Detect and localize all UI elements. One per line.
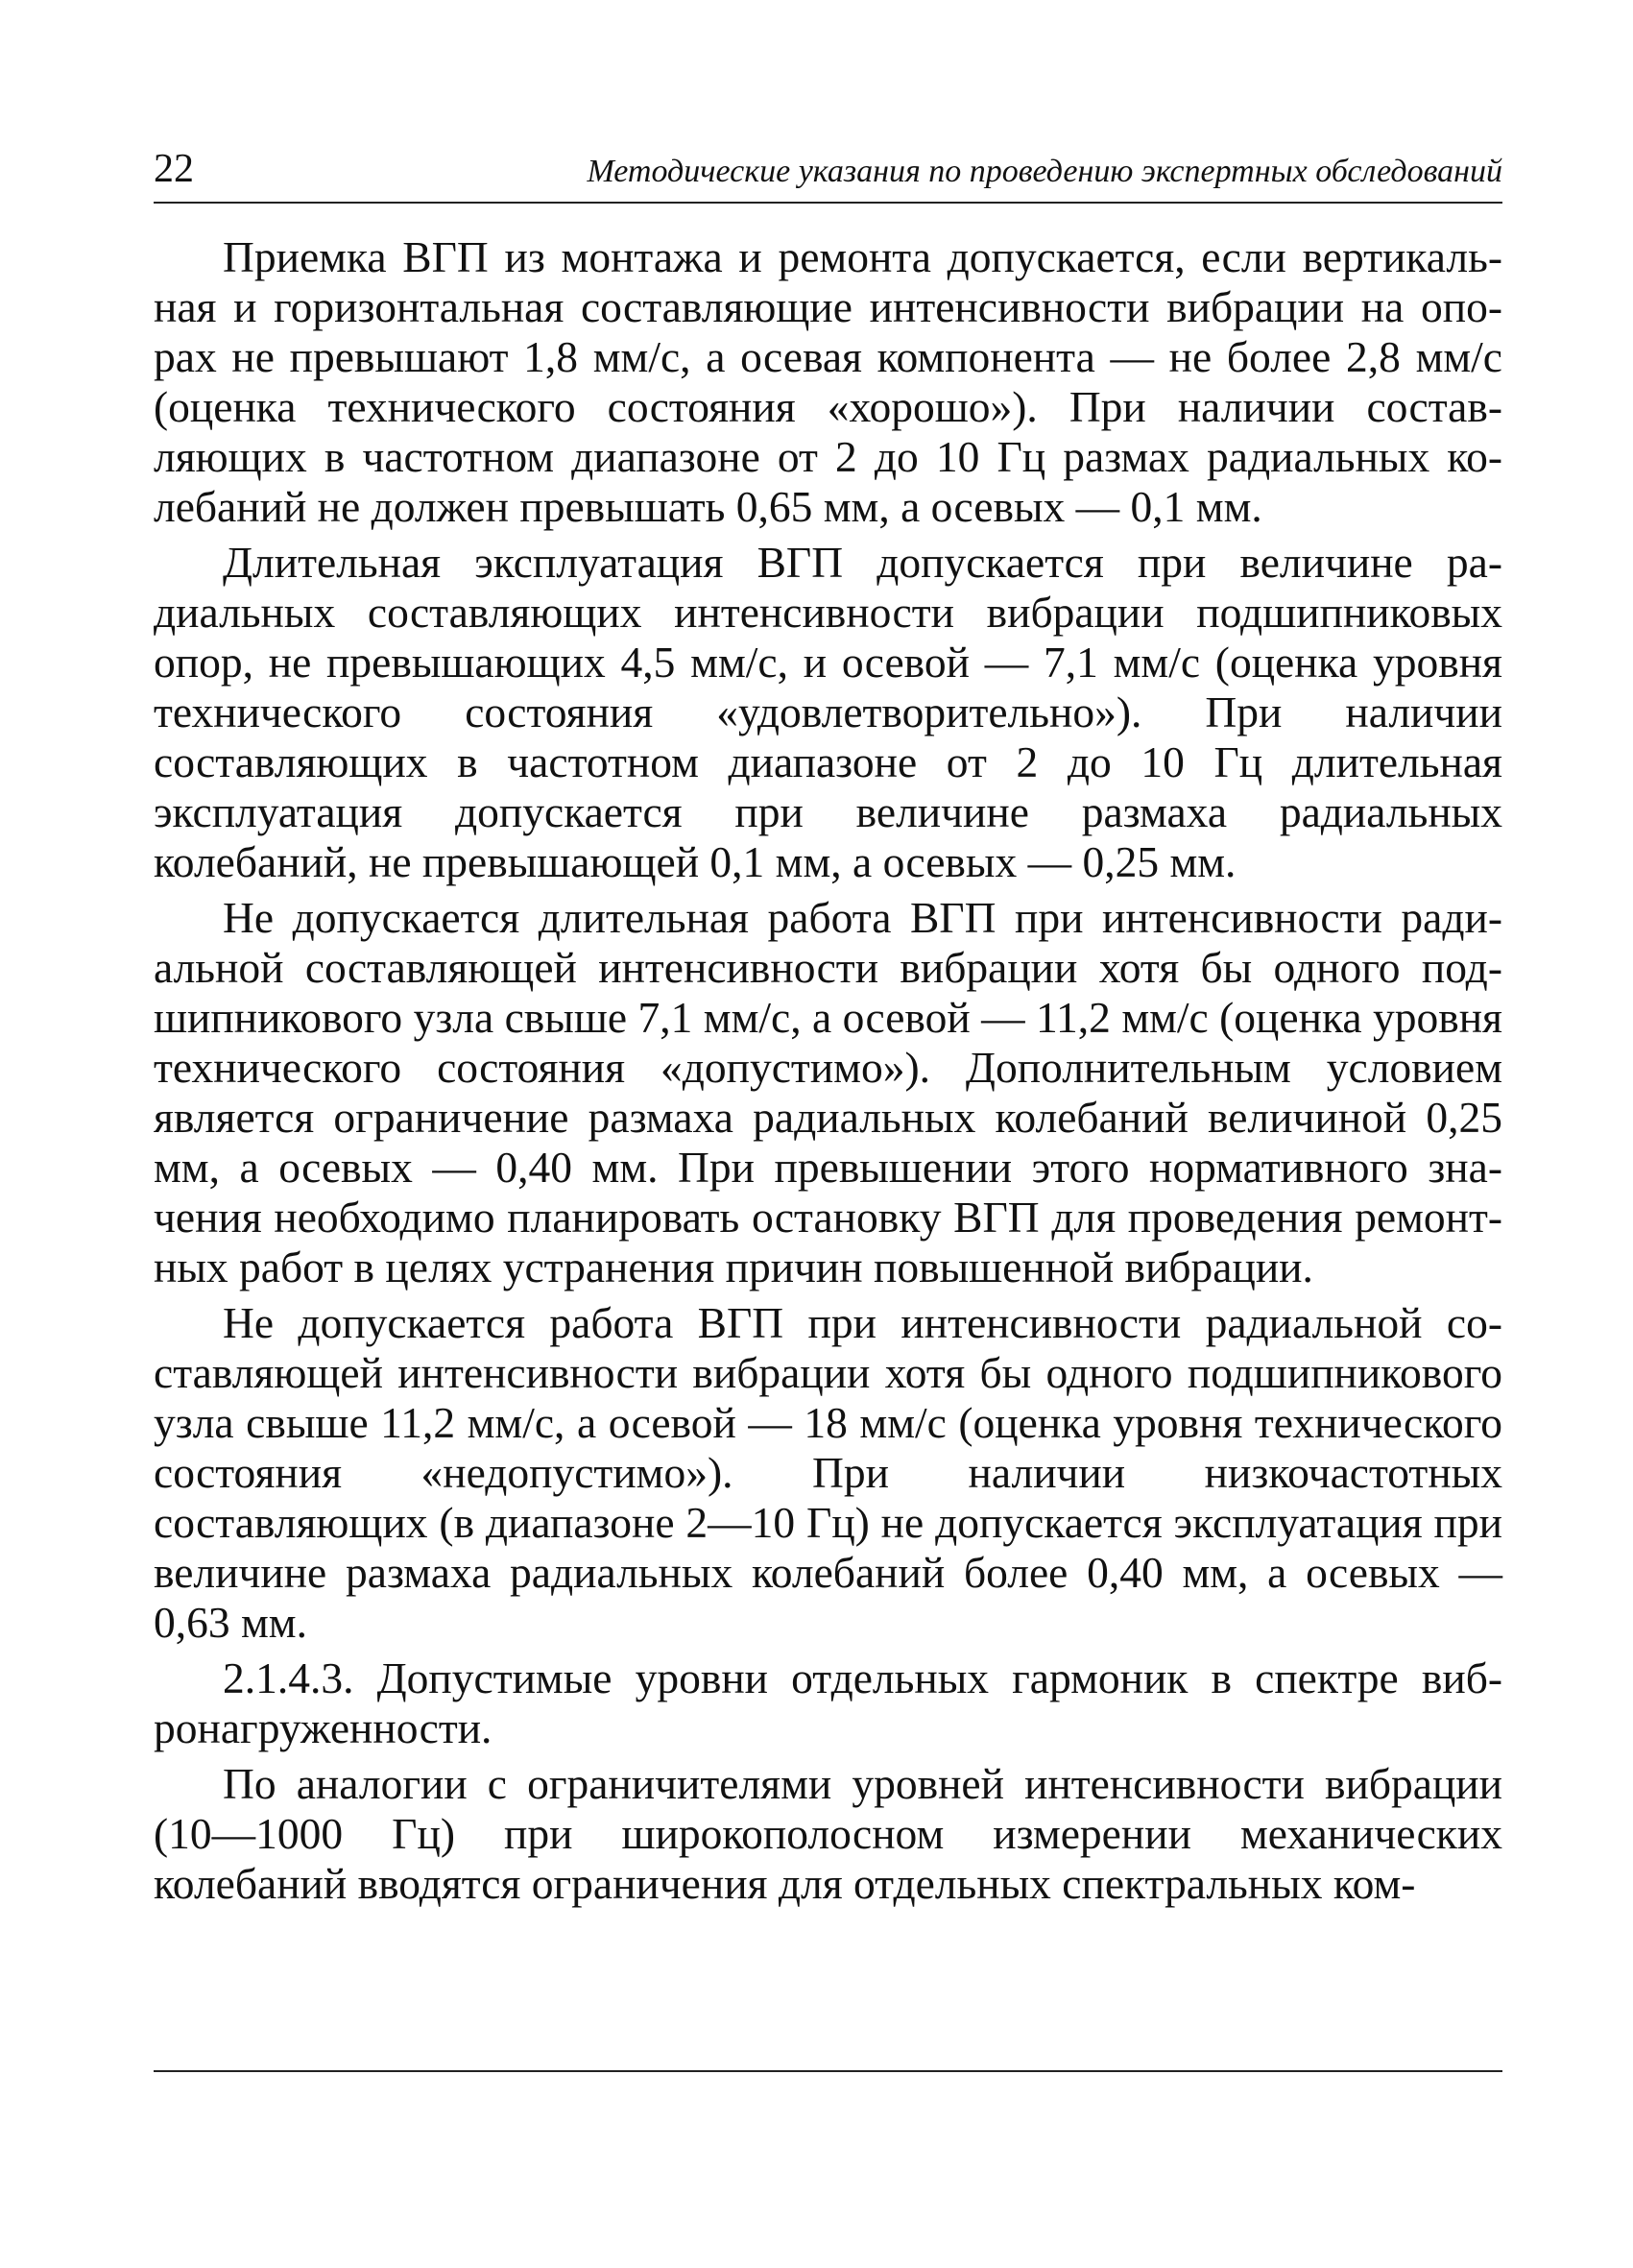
running-title: Методические указания по проведению экспертных обследований bbox=[587, 154, 1502, 189]
footer-divider bbox=[154, 2070, 1502, 2072]
paragraph-not-allowed-long-term: Не допускается длительная работа ВГП при интенсивности радиальной составляющей интенсивности вибрации хотя бы одного подшипникового узла свыше 7,1 мм/с, а осевой — 11,2 мм/с (оценка уровня технического состояния «допустимо»). Дополнительным условием является ограничение размаха радиальных колебаний величиной 0,25 мм, а осевых — 0,40 мм. При превышении этого нормативного значения необходимо планировать остановку ВГП для проведения ремонтных работ в целях устранения причин повышенной вибрации. bbox=[154, 893, 1502, 1291]
paragraph-harmonics: По аналогии с ограничителями уровней интенсивности вибрации (10—1000 Гц) при широкополосном измерении механических колебаний вводятся ограничения для отдельных спектральных ком- bbox=[154, 1759, 1502, 1908]
document-page bbox=[154, 144, 1502, 2218]
paragraph-not-allowed: Не допускается работа ВГП при интенсивности радиальной составляющей интенсивности вибрации хотя бы одного подшипникового узла свыше 11,2 мм/с, а осевой — 18 мм/с (оценка уровня технического состояния «недопустимо»). При наличии низкочастотных составляющих (в диапазоне 2—10 Гц) не допускается эксплуатация при величине размаха радиальных колебаний более 0,40 мм, а осевых — 0,63 мм. bbox=[154, 1298, 1502, 1647]
body-text bbox=[154, 232, 1502, 1909]
running-header bbox=[154, 144, 1502, 204]
page-number: 22 bbox=[154, 147, 194, 191]
section-heading-2-1-4-3: 2.1.4.3. Допустимые уровни отдельных гармоник в спектре вибронагруженности. bbox=[154, 1653, 1502, 1752]
paragraph-acceptance: Приемка ВГП из монтажа и ремонта допускается, если вертикальная и горизонтальная составляющие интенсивности вибрации на опорах не превышают 1,8 мм/с, а осевая компонента — не более 2,8 мм/с (оценка технического состояния «хорошо»). При наличии составляющих в частотном диапазоне от 2 до 10 Гц размах радиальных колебаний не должен превышать 0,65 мм, а осевых — 0,1 мм. bbox=[154, 232, 1502, 531]
paragraph-long-term-operation: Длительная эксплуатация ВГП допускается при величине радиальных составляющих интенсивности вибрации подшипниковых опор, не превышающих 4,5 мм/с, и осевой — 7,1 мм/с (оценка уровня технического состояния «удовлетворительно»). При наличии составляющих в частотном диапазоне от 2 до 10 Гц длительная эксплуатация допускается при величине размаха радиальных колебаний, не превышающей 0,1 мм, а осевых — 0,25 мм. bbox=[154, 538, 1502, 886]
